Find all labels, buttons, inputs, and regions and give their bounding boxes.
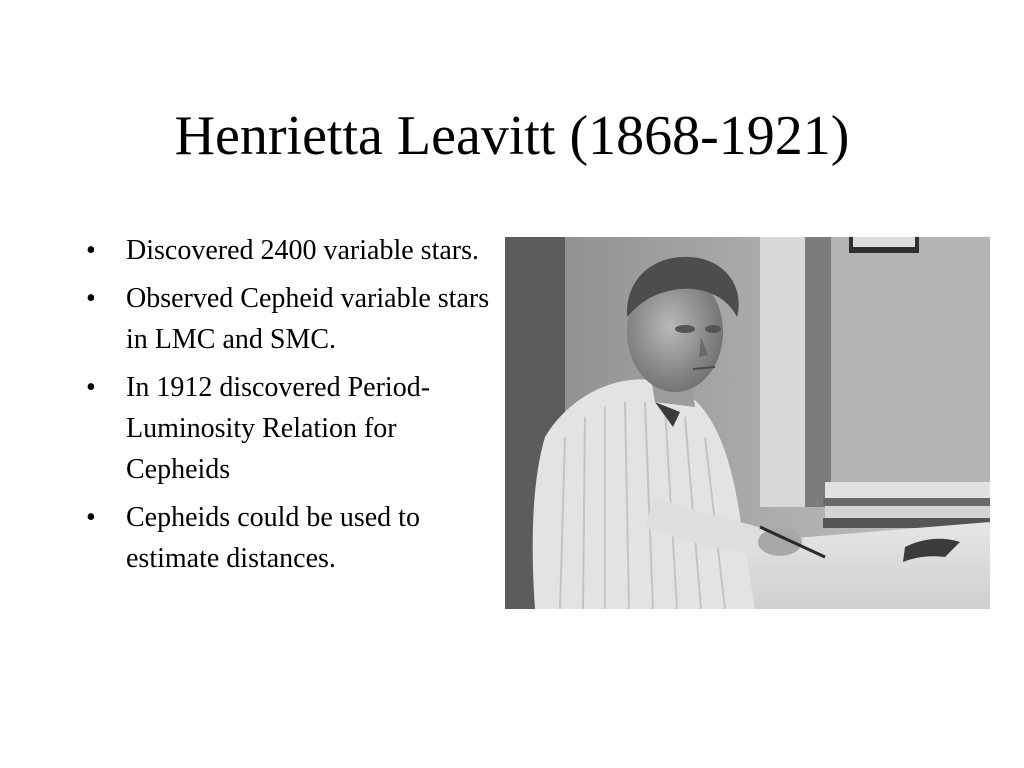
bullet-text: In 1912 discovered Period-Luminosity Relation for Cepheids bbox=[126, 372, 431, 485]
bullet-text: Cepheids could be used to estimate distances. bbox=[126, 502, 420, 574]
bullet-dot: • bbox=[86, 235, 96, 266]
bullet-item bbox=[86, 497, 496, 579]
bullet-dot: • bbox=[86, 502, 96, 533]
bullet-item bbox=[86, 367, 496, 490]
bullet-item bbox=[86, 278, 496, 360]
bullet-list bbox=[86, 230, 496, 586]
bullet-item bbox=[86, 230, 496, 271]
bullet-dot: • bbox=[86, 372, 96, 403]
slide-title: Henrietta Leavitt (1868-1921) bbox=[174, 105, 850, 167]
bullet-dot: • bbox=[86, 283, 96, 314]
portrait-photo bbox=[505, 237, 990, 609]
bullet-text: Discovered 2400 variable stars. bbox=[126, 235, 479, 266]
bullet-text: Observed Cepheid variable stars in LMC and SMC. bbox=[126, 283, 490, 355]
